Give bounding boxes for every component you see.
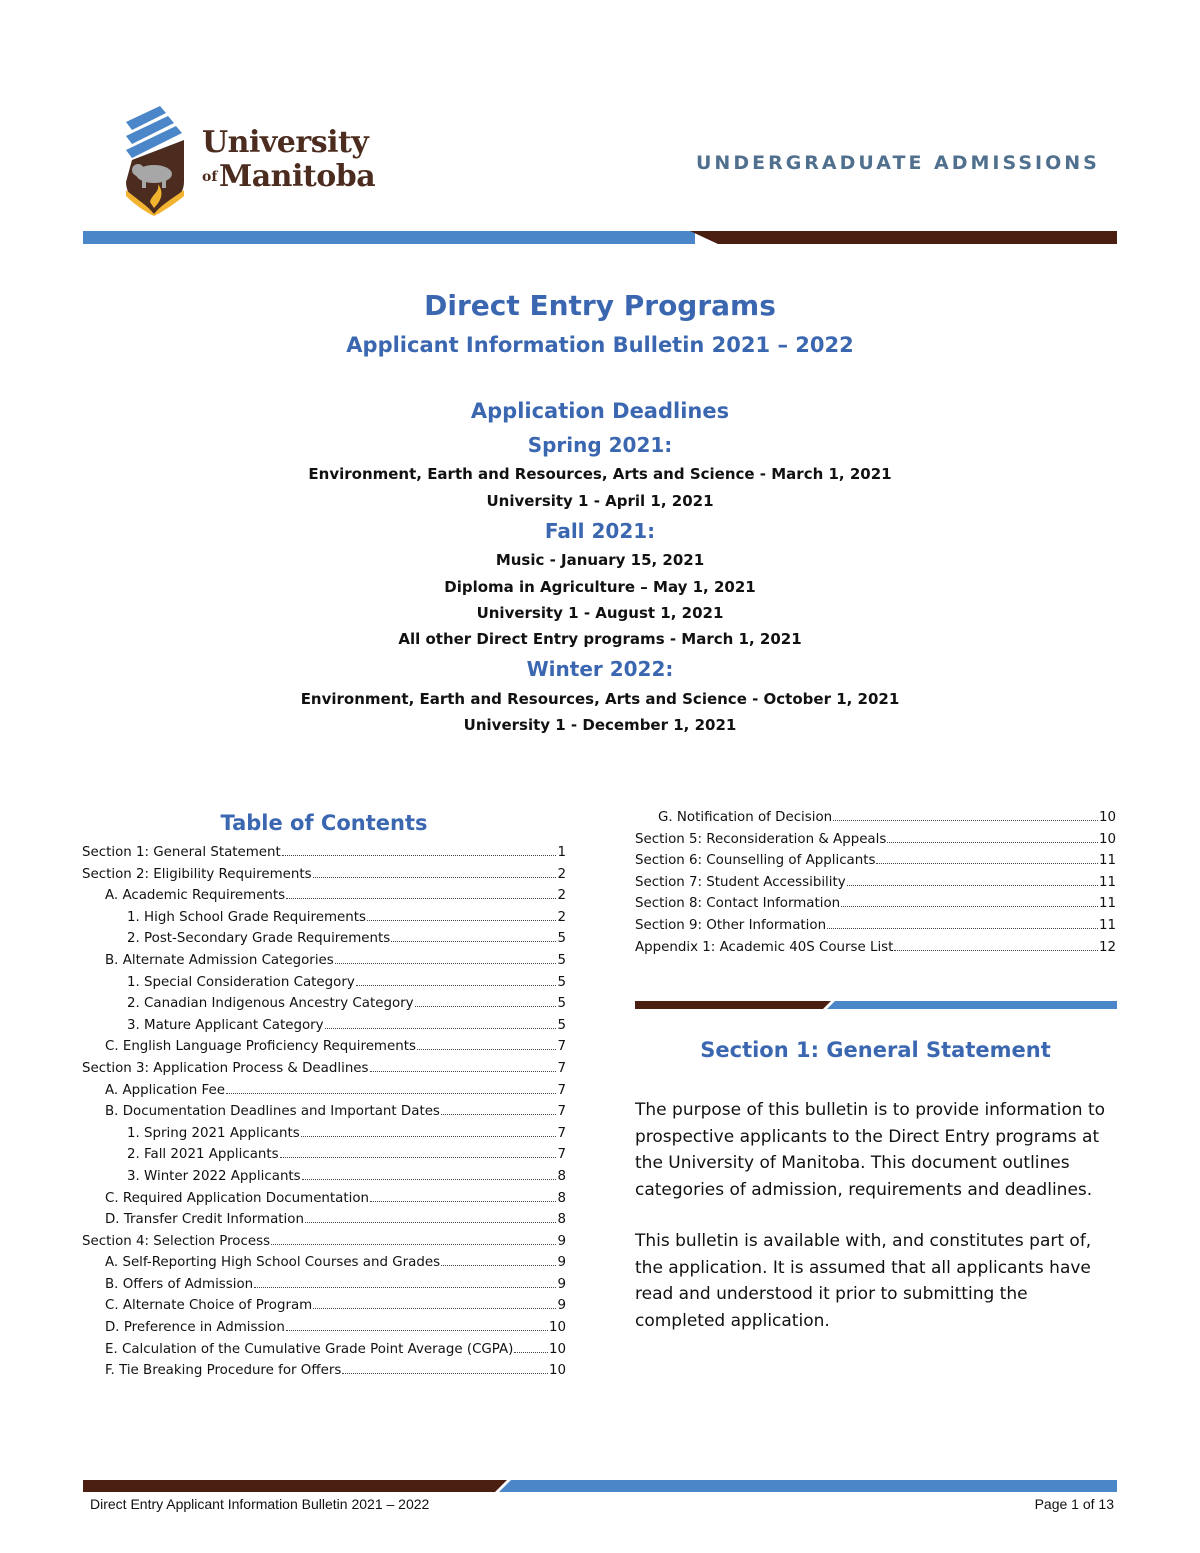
toc-entry[interactable] bbox=[635, 936, 1116, 958]
toc-dot-leader bbox=[282, 841, 557, 856]
section-band bbox=[635, 1001, 1117, 1009]
toc-entry[interactable] bbox=[82, 906, 566, 928]
toc-entry-page: 2 bbox=[557, 909, 566, 925]
toc-dot-leader bbox=[391, 927, 556, 942]
toc-dot-leader bbox=[841, 892, 1098, 907]
toc-dot-leader bbox=[370, 1187, 556, 1202]
logo-text-of: of bbox=[202, 169, 218, 185]
toc-dot-leader bbox=[286, 884, 556, 899]
toc-entry-title: Section 6: Counselling of Applicants bbox=[635, 853, 876, 869]
term-heading-winter: Winter 2022: bbox=[526, 657, 674, 681]
toc-entry-title: Section 8: Contact Information bbox=[635, 896, 841, 912]
deadline-line: All other Direct Entry programs - March 1, 2021 bbox=[398, 630, 802, 648]
header-band-blue bbox=[83, 231, 695, 244]
term-heading-spring: Spring 2021: bbox=[527, 433, 673, 457]
toc-entry-title: B. Offers of Admission bbox=[105, 1276, 254, 1292]
toc-entry[interactable] bbox=[635, 914, 1116, 936]
toc-entry[interactable] bbox=[82, 1079, 566, 1101]
toc-dot-leader bbox=[280, 1143, 557, 1158]
toc-entry-title: A. Application Fee bbox=[105, 1082, 225, 1098]
deadline-line: University 1 - August 1, 2021 bbox=[476, 604, 724, 622]
toc-entry[interactable] bbox=[82, 1251, 566, 1273]
toc-entry-page: 11 bbox=[1098, 896, 1116, 912]
toc-entry[interactable] bbox=[82, 949, 566, 971]
toc-entry-title: G. Notification of Decision bbox=[658, 810, 833, 825]
toc-entry-title: Section 1: General Statement bbox=[82, 845, 281, 860]
toc-dot-leader bbox=[271, 1230, 556, 1245]
toc-entry-page: 10 bbox=[1098, 831, 1116, 847]
toc-entry-page: 8 bbox=[557, 1190, 566, 1206]
deadline-line: Environment, Earth and Resources, Arts and Science - October 1, 2021 bbox=[300, 690, 900, 708]
toc-entry-title: C. Alternate Choice of Program bbox=[105, 1298, 313, 1314]
toc-dot-leader bbox=[286, 1316, 548, 1331]
toc-entry-page: 5 bbox=[557, 931, 566, 947]
toc-dot-leader bbox=[441, 1100, 557, 1115]
toc-entry-title: B. Documentation Deadlines and Important Dates bbox=[105, 1104, 440, 1120]
toc-dot-leader bbox=[514, 1338, 548, 1353]
toc-entry-page: 5 bbox=[557, 996, 566, 1012]
toc-dot-leader bbox=[415, 992, 557, 1007]
toc-entry-page: 9 bbox=[557, 1255, 566, 1271]
page-title: Direct Entry Programs bbox=[424, 289, 776, 322]
toc-entry-title: Section 7: Student Accessibility bbox=[635, 874, 846, 890]
section1-paragraph: This bulletin is available with, and constitutes part of, the application. It is assumed that all applicants have read and understood it prior to submitting the completed application. bbox=[635, 1231, 1092, 1331]
toc-dot-leader bbox=[301, 1122, 557, 1137]
toc-entry-page: 7 bbox=[557, 1125, 566, 1141]
toc-dot-leader bbox=[827, 914, 1098, 929]
deadline-line: Music - January 15, 2021 bbox=[495, 551, 705, 569]
toc-entry-page: 1 bbox=[557, 845, 566, 860]
toc-entry[interactable] bbox=[82, 1143, 566, 1165]
toc-entry-page: 7 bbox=[557, 1082, 566, 1098]
toc-dot-leader bbox=[441, 1251, 556, 1266]
deadline-line: Environment, Earth and Resources, Arts and Science - March 1, 2021 bbox=[308, 465, 892, 483]
toc-entry[interactable] bbox=[635, 806, 1116, 828]
bison-shield-icon bbox=[120, 104, 200, 216]
toc-left-column bbox=[82, 841, 566, 1381]
toc-dot-leader bbox=[417, 1035, 557, 1050]
toc-entry[interactable] bbox=[82, 884, 566, 906]
toc-entry-title: E. Calculation of the Cumulative Grade Point Average (CGPA) bbox=[105, 1341, 514, 1357]
toc-entry-page: 9 bbox=[557, 1233, 566, 1249]
section1-heading: Section 1: General Statement bbox=[700, 1038, 1051, 1062]
toc-entry[interactable] bbox=[82, 1014, 566, 1036]
toc-entry[interactable] bbox=[82, 863, 566, 885]
toc-entry-title: Section 2: Eligibility Requirements bbox=[82, 866, 312, 882]
toc-dot-leader bbox=[356, 971, 557, 986]
toc-entry-title: B. Alternate Admission Categories bbox=[105, 952, 334, 968]
section1-paragraph: The purpose of this bulletin is to provide information to prospective applicants to the Direct Entry programs at the University of Manitoba. This document outlines categories of admission, requirements and deadlines. bbox=[635, 1100, 1106, 1200]
toc-entry[interactable] bbox=[82, 1273, 566, 1295]
toc-dot-leader bbox=[302, 1165, 557, 1180]
toc-entry[interactable] bbox=[635, 849, 1116, 871]
toc-entry-title: Section 3: Application Process & Deadlines bbox=[82, 1060, 369, 1076]
toc-entry-title: C. Required Application Documentation bbox=[105, 1190, 370, 1206]
logo-text-university: University bbox=[202, 125, 369, 160]
toc-entry-page: 11 bbox=[1098, 874, 1116, 890]
toc-entry-title: C. English Language Proficiency Requirements bbox=[105, 1039, 416, 1055]
logo-text-manitoba: Manitoba bbox=[219, 159, 376, 194]
toc-entry-title: 3. Winter 2022 Applicants bbox=[127, 1168, 301, 1184]
toc-dot-leader bbox=[833, 806, 1098, 821]
toc-entry-title: 2. Fall 2021 Applicants bbox=[127, 1147, 279, 1163]
toc-dot-leader bbox=[335, 949, 557, 964]
toc-heading: Table of Contents bbox=[220, 811, 428, 835]
toc-entry[interactable] bbox=[82, 1187, 566, 1209]
toc-entry-page: 7 bbox=[557, 1104, 566, 1120]
toc-entry[interactable] bbox=[82, 841, 566, 863]
deadline-line: Diploma in Agriculture – May 1, 2021 bbox=[444, 578, 756, 596]
toc-entry-page: 10 bbox=[548, 1363, 566, 1379]
toc-entry-page: 2 bbox=[557, 866, 566, 882]
toc-entry-title: Section 4: Selection Process bbox=[82, 1233, 271, 1249]
toc-dot-leader bbox=[313, 1294, 556, 1309]
toc-dot-leader bbox=[847, 871, 1098, 886]
department-name: UNDERGRADUATE ADMISSIONS bbox=[696, 152, 1100, 174]
toc-dot-leader bbox=[226, 1079, 557, 1094]
toc-entry[interactable] bbox=[82, 1100, 566, 1122]
toc-entry-title: F. Tie Breaking Procedure for Offers bbox=[105, 1363, 342, 1379]
toc-entry-page: 10 bbox=[1098, 810, 1116, 825]
toc-right-column bbox=[635, 806, 1116, 957]
toc-entry-title: D. Transfer Credit Information bbox=[105, 1212, 304, 1228]
toc-entry[interactable] bbox=[82, 1338, 566, 1360]
toc-entry[interactable] bbox=[635, 871, 1116, 893]
toc-entry-title: 1. High School Grade Requirements bbox=[127, 909, 366, 925]
toc-entry-title: 2. Canadian Indigenous Ancestry Category bbox=[127, 996, 414, 1012]
toc-entry-page: 7 bbox=[557, 1147, 566, 1163]
toc-entry-page: 5 bbox=[557, 1017, 566, 1033]
toc-entry-page: 7 bbox=[557, 1060, 566, 1076]
toc-entry-page: 11 bbox=[1098, 917, 1116, 933]
toc-entry-title: A. Self-Reporting High School Courses and Grades bbox=[105, 1255, 441, 1271]
toc-entry[interactable] bbox=[82, 1035, 566, 1057]
toc-dot-leader bbox=[367, 906, 557, 921]
footer-page-number: Page 1 of 13 bbox=[1034, 1496, 1114, 1512]
term-heading-fall: Fall 2021: bbox=[544, 519, 656, 543]
toc-entry[interactable] bbox=[635, 892, 1116, 914]
toc-dot-leader bbox=[313, 863, 557, 878]
toc-entry-page: 8 bbox=[557, 1212, 566, 1228]
toc-dot-leader bbox=[254, 1273, 556, 1288]
toc-entry-title: A. Academic Requirements bbox=[105, 888, 286, 904]
toc-entry[interactable] bbox=[82, 1122, 566, 1144]
toc-entry-page: 11 bbox=[1098, 853, 1116, 869]
toc-entry-title: Appendix 1: Academic 40S Course List bbox=[635, 939, 894, 955]
footer-band bbox=[83, 1480, 1117, 1496]
toc-entry[interactable] bbox=[82, 1294, 566, 1316]
university-logo bbox=[120, 104, 376, 216]
toc-entry[interactable] bbox=[82, 1230, 566, 1252]
page-subtitle: Applicant Information Bulletin 2021 – 2022 bbox=[346, 333, 854, 357]
toc-entry-page: 10 bbox=[548, 1320, 566, 1336]
toc-entry-title: Section 5: Reconsideration & Appeals bbox=[635, 831, 887, 847]
toc-entry[interactable] bbox=[82, 1165, 566, 1187]
toc-entry-page: 8 bbox=[557, 1168, 566, 1184]
toc-entry-title: D. Preference in Admission bbox=[105, 1320, 285, 1336]
toc-entry[interactable] bbox=[82, 992, 566, 1014]
deadline-line: University 1 - April 1, 2021 bbox=[486, 492, 714, 510]
toc-entry-page: 5 bbox=[557, 952, 566, 968]
toc-dot-leader bbox=[887, 828, 1098, 843]
toc-dot-leader bbox=[370, 1057, 557, 1072]
header-band-brown bbox=[690, 231, 1117, 244]
toc-entry[interactable] bbox=[82, 971, 566, 993]
toc-entry-title: 2. Post-Secondary Grade Requirements bbox=[127, 931, 391, 947]
deadline-line: University 1 - December 1, 2021 bbox=[463, 716, 737, 734]
toc-entry[interactable] bbox=[82, 1057, 566, 1079]
toc-entry-title: Section 9: Other Information bbox=[635, 917, 827, 933]
toc-entry-page: 10 bbox=[548, 1341, 566, 1357]
toc-entry[interactable] bbox=[82, 927, 566, 949]
toc-entry-title: 1. Spring 2021 Applicants bbox=[127, 1125, 300, 1141]
toc-entry-page: 2 bbox=[557, 888, 566, 904]
toc-entry-page: 12 bbox=[1098, 939, 1116, 955]
toc-entry-page: 7 bbox=[557, 1039, 566, 1055]
footer-document-title: Direct Entry Applicant Information Bulletin 2021 – 2022 bbox=[90, 1496, 430, 1512]
toc-dot-leader bbox=[876, 849, 1097, 864]
toc-entry[interactable] bbox=[82, 1359, 566, 1381]
toc-entry-title: 3. Mature Applicant Category bbox=[127, 1017, 324, 1033]
toc-entry[interactable] bbox=[82, 1316, 566, 1338]
deadlines-heading: Application Deadlines bbox=[470, 399, 730, 423]
toc-entry-page: 9 bbox=[557, 1276, 566, 1292]
toc-entry[interactable] bbox=[82, 1208, 566, 1230]
toc-entry-page: 5 bbox=[557, 974, 566, 990]
toc-entry[interactable] bbox=[635, 828, 1116, 850]
toc-entry-title: 1. Special Consideration Category bbox=[127, 974, 355, 990]
toc-dot-leader bbox=[325, 1014, 557, 1029]
toc-entry-page: 9 bbox=[557, 1298, 566, 1314]
toc-dot-leader bbox=[342, 1359, 548, 1374]
toc-dot-leader bbox=[894, 936, 1098, 951]
toc-dot-leader bbox=[305, 1208, 557, 1223]
